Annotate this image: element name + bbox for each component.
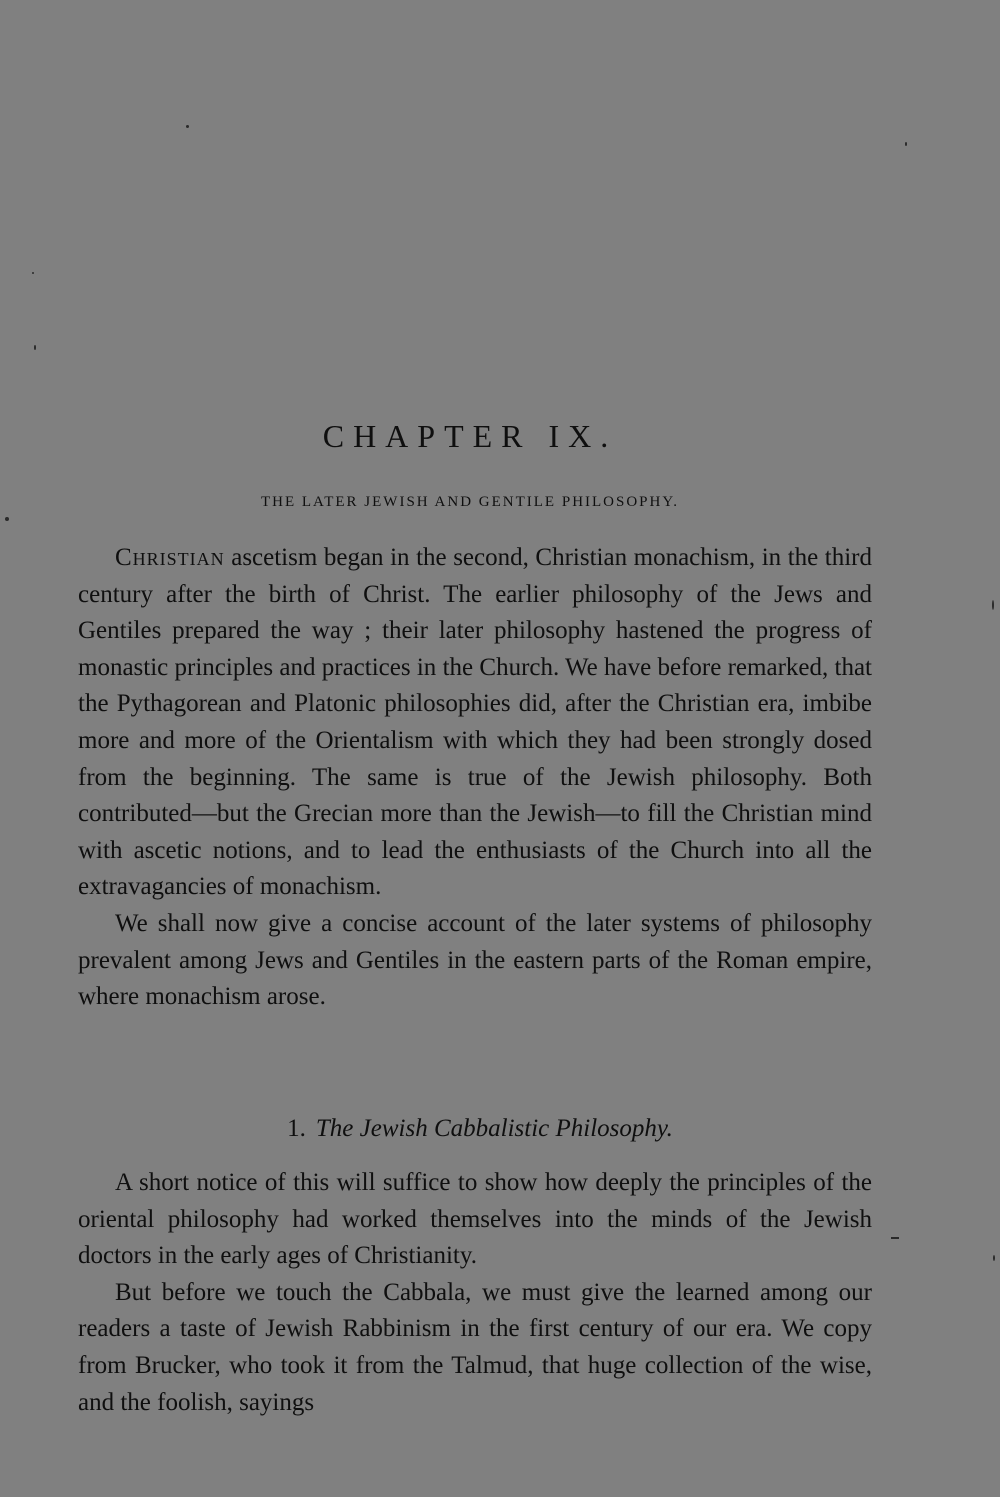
section-heading [0,1115,960,1143]
section-body [78,1165,872,1421]
scan-speck [186,125,189,128]
section-number: 1. [287,1115,306,1142]
scan-speck [32,272,34,274]
paragraph-2: We shall now give a concise account of the later systems of philosophy prevalent among Jews and Gentiles in the eastern parts of the Roman empire, where monachism arose. [78,909,872,1011]
scan-speck [891,1237,899,1239]
chapter-body [78,540,872,1016]
paragraph-4: But before we touch the Cabbala, we must give the learned among our readers a taste of Jewish Rabbinism in the first century of our era. We copy from Brucker, who took it from the Talmud, that huge collection of the wise, and the foolish, sayings [78,1278,872,1416]
chapter-title: CHAPTER IX. [322,418,618,454]
scan-speck [905,142,907,146]
paragraph-1 [78,540,872,906]
chapter-subtitle: THE LATER JEWISH AND GENTILE PHILOSOPHY. [260,494,680,510]
paragraph-text: ascetism began in the second, Christian monachism, in the third century after the birth of Christ. The earlier philosophy of the Jews and Gentiles prepared the way ; their later philosophy hastened the progress of monastic principles and practices in the Church. We have before remarked, that the Pythagorean and Platonic philosophies did, after the Christian era, imbibe more and more of the Orientalism with which they had been strongly dosed from the beginning. The same is true of the Jewish philosophy. Both contributed—but the Grecian more than the Jewish—to fill the Christian mind with ascetic notions, and to lead the enthusiasts of the Church into all the extravagancies of monachism. [78,544,872,901]
section-title: The Jewish Cabbalistic Philosophy. [315,1115,673,1142]
scan-speck [34,345,36,350]
paragraph-lead: Christian [115,544,225,571]
scan-speck [993,1255,995,1261]
scan-speck [992,600,994,610]
scan-speck [5,517,9,521]
paragraph-3: A short notice of this will suffice to show how deeply the principles of the oriental philosophy had worked themselves into the minds of the Jewish doctors in the early ages of Christianity. [78,1169,872,1270]
